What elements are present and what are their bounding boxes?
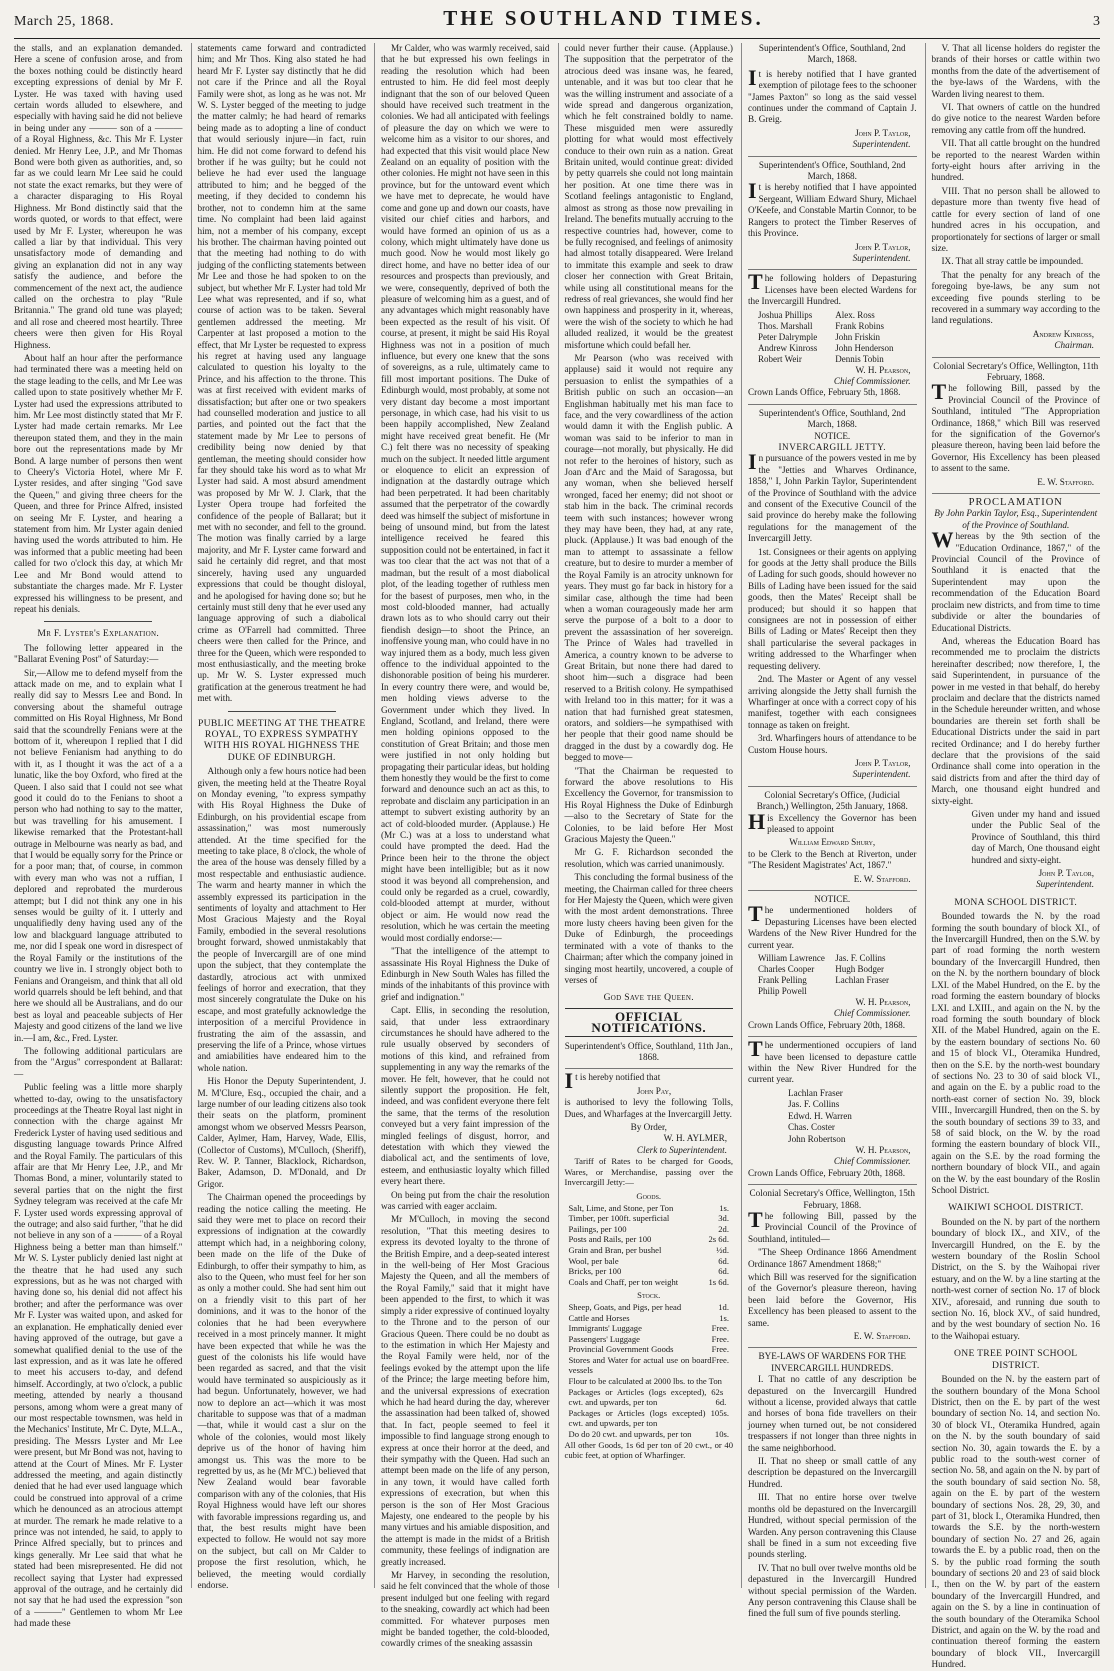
tariff-row	[565, 1302, 734, 1313]
signature-title: Superintendent.	[852, 139, 911, 150]
paragraph: VI. That owners of cattle on the hundred do give notice to the nearest Warden before removing any cattle from off the hundred.	[931, 102, 1100, 135]
paragraph: I. That no cattle of any description be depastured on the Invercargill Hundred without a license, provided always that cattle and horses of bona fide travellers on their journey when turned out, be not considered trespassers if not longer than three nights in the same neighborhood.	[748, 1374, 917, 1453]
proclamation-byline: By John Parkin Taylor, Esq., Superintendent of the Province of Southland.	[934, 508, 1098, 530]
signature-title: Chairman.	[1054, 340, 1094, 351]
tariff-item: Bricks, per 100	[568, 1266, 622, 1277]
bye-laws-notice	[748, 1347, 917, 1619]
signature-title: Superintendent.	[852, 252, 911, 263]
column-3	[374, 43, 550, 1649]
column-4	[558, 43, 734, 1588]
wardens-list	[748, 310, 917, 365]
paragraph: All other Goods, 1s 6d per ton of 20 cwt., or 40 cubic feet, at option of Wharfinger.	[564, 1439, 733, 1461]
occupier-name: Jas. F. Collins	[788, 1099, 840, 1110]
column-2	[191, 43, 367, 1591]
warden-name: Alex. Ross	[835, 309, 875, 320]
wardens-list	[748, 953, 917, 997]
notice-heading: Superintendent's Office, Southland, 2nd March, 1868.	[758, 159, 906, 182]
occupiers-list	[748, 1088, 917, 1145]
paragraph: Mr Calder, who was warmly received, said that he but expressed his own feelings in reading the resolution which had been entrusted to him. He did feel most deeply indignant that the son of our beloved Queen should have received such treatment in the colonies. We had all anticipated with feelings of pleasure the day on which we were to welcome him as a visitor to our shores, and had expected that this visit would place New Zealand on an equality of position with the other colonies. He might not have seen in this province, but for the untoward event which we have met to deprecate, he would have come and gone up and down our coasts, have visited our chief cities and harbors, and would have formed an opinion of us as a colony, which might ultimately have done us much good. Now he would most likely go direct home, and have no better idea of our resources and prospects than previously, and we were, consequently, deprived of both the pleasure of welcoming him as a guest, and of any advantages which might reasonably have been expected as the result of his visit. Of course, at present, it might be said His Royal Highness was not in a position of much influence, but every one knew that the sons of sovereigns, as a rule, ultimately came to fill most important positions. The Duke of Edinburgh would, most probably, at some not very distant day become a most important personage, in which case, had his visit to us been happily accomplished, New Zealand might have received great benefit. He (Mr C.) felt there was no necessity of speaking much on the subject. It needed little argument or eloquence to elicit an expression of indignation at the dastardly outrage which had been perpetrated. It had been charitably assumed that the perpetrator of the cowardly deed was himself the subject of misfortune in being of unsound mind, but from the latest intelligence received he feared this supposition could not be entertained, in fact it was too clear that the act was not that of a madman, but the result of a most diabolical plot, of the leading together of ruthless men for the basest of purposes, men who, in the most cold-blooded manner, had actually drawn lots as to who should carry out their fiendish design—to shoot the Prince, an inoffensive young man, who could have in no way injured them as a body, much less given offence to the individual appointed to the dishonorable position of being his murderer. In every country there were, and would be, men holding views adverse to the Government under which they lived. In England, Scotland, and Ireland, there were men holding opinions opposed to the constitution of Great Britain; and those men were justified in not only holding but propagating their particular ideas, but holding them honestly they would be the first to come forward and denounce such an act as this, to reprobate and disclaim any participation in an attempt to subvert existing authority by an act of cold-blooded murder. (Applause.) He (Mr C.) was at a loss to understand what could have prompted the deed. Had the Prince been heir to the throne the object might have been intelligible; but as it now stood it was beyond all comprehension, and could only be regarded as a cruel, cowardly, cold-blooded attempt at murder, without object or aim. He would now read the resolution, which he was certain the meeting would most cordially endorse:—	[381, 43, 550, 943]
paragraph: His Honor the Deputy Superintendent, J. M. M'Clure, Esq., occupied the chair, and a large number of our leading citizens also took their seats on the platform, prominent amongst whom we observed Messrs Pearson, Calder, Aylmer, Ham, Harvey, Wade, Ellis, (Collector of Customs), M'Culloch, (Sheriff), Rev. W. P. Tanner, Blacklock, Richardson, Baker, Adamson, D. M'Donald, and Dr Grigor.	[197, 1076, 366, 1189]
warden-name: Andrew Kinross	[758, 342, 818, 353]
person-name: William Edward Shury,	[789, 837, 876, 848]
divider	[44, 621, 152, 622]
sheep-ordinance-notice	[748, 1184, 917, 1342]
paragraph: which Bill was reserved for the signification of the Governor's pleasure thereon, having been laid before the Governor, His Excellency has been pleased to assent to the same.	[748, 1271, 917, 1328]
paragraph: Mr M'Culloch, in moving the second resolution, "That this meeting desires to express its devoted loyalty to the throne of the British Empire, and a deep-seated interest in the well-being of Her Most Gracious Majesty the Queen, and all the members of the Royal Family," said that it might have been appended to the first, to which it was simply a rider expressive of continued loyalty to the Throne and to the person of our Gracious Queen. There could be no doubt as to the estimation in which Her Majesty and the Royal Family were held, nor of the feelings evoked by the attempt upon the life of the Prince; the large meeting before him, and the universal expressions of execration which he had heard during the day, wherever the assassination had been talked of, showed that. In fact, people seemed to feel it impossible to find language strong enough to express at once their horror at the deed, and their sympathy with the Queen. Had such an attempt been made on the life of any person, in any town, it would have called forth expressions of execration, but when this person is the son of Her Most Gracious Majesty, one endeared to the people by his many virtues and his amiable disposition, and the attempt is made in the midst of a British community, these feelings of indignation are greatly increased.	[381, 1214, 550, 1567]
tariff-rate: 1d.	[718, 1301, 729, 1312]
paragraph: Bounded on the N. by the eastern part of the southern boundary of the Mona School District, then on the E. by part of the west boundary of section No. 14, and section No. 30 of block VI., Oteramika Hundred, again on the N. by the south boundary of said section No. 30, again towards the E. by a public road to the south-west corner of section No. 58, and again on the N. by part of the south boundary of said section No. 58, again on the E. by part of the western boundary of sections Nos. 28, 29, 30, and part of 31, block I., Oteramika Hundred, then towards the S.E. by the north-western boundary of section No. 27 and 26, again towards the E. by a public road, then on the S. by the public road forming the south boundary of sections 20 and 23 of said block I., then on the W. by part of the eastern boundary of the Invercargill Hundred, and again on the S. by a line in continuation of the south boundary of the Oteramika School District, and again on the W. by the road and continuation thereof forming the eastern boundary of block VII., Invercargill Hundred.	[931, 1374, 1100, 1670]
signature-title: Superintendent.	[852, 769, 911, 780]
tariff-section-heading: Goods.	[636, 1190, 662, 1201]
paragraph: The following Bill, passed by the Provincial Council of the Province of Southland, intituled "The Appropriation Ordinance, 1868," which Bill was reserved for the signification of the Governor's pleasure thereon, having been laid before the Governor, His Excellency has been pleased to assent to the same.	[931, 379, 1100, 474]
paragraph: On being put from the chair the resolution was carried with eager acclaim.	[381, 1189, 550, 1212]
tariff-rate: 5s.	[719, 1407, 729, 1418]
warden-name: Robert Weir	[758, 353, 802, 364]
tariff-rate: 3d.	[718, 1213, 729, 1224]
tariff-row	[565, 1245, 734, 1256]
signature-title: Superintendent.	[1036, 879, 1094, 890]
paragraph: It is hereby notified that I have granted exemption of pilotage fees to the schooner "James Paxton" so long as the said vessel continues under the command of Captain J. B. Greig.	[748, 64, 917, 125]
tariff-row	[565, 1408, 734, 1429]
paragraph: III. That no entire horse over twelve months old be depastured on the Invercargill Hundred, without special permission of the Warden. Any person contravening this Clause shall be fined in a sum not exceeding five pounds sterling.	[748, 1492, 917, 1560]
tariff-row	[565, 1203, 734, 1214]
tariff-rate: 1s.	[719, 1202, 729, 1213]
tariff-item: Coals and Chaff, per ton weight	[568, 1276, 679, 1287]
warden-name: Joshua Phillips	[758, 309, 813, 320]
warden-name: Peter Dalrymple	[758, 331, 818, 342]
warden-name: Frank Pelling	[758, 975, 807, 986]
district-heading: WAIKIWI SCHOOL DISTRICT.	[948, 1202, 1084, 1214]
paragraph: Mr Harvey, in seconding the resolution, said he felt convinced that the whole of those present indulged but one feeling with regard to the sneaking, cowardly act which had been committed. For whatever purposes men might be banded together, the cold-blooded, cowardly crimes of the sneaking assassin	[381, 1570, 550, 1649]
tariff-rate: 6d.	[718, 1266, 729, 1277]
appropriation-notice	[932, 357, 1101, 488]
tariff-row	[565, 1355, 734, 1376]
warden-name: Hugh Bodger	[835, 964, 884, 975]
tariff-rate: 2s 6d.	[708, 1234, 729, 1245]
rangers-notice	[748, 156, 917, 265]
person-name: John Pay,	[636, 1085, 672, 1096]
warden-name: Thos. Marshall	[758, 320, 813, 331]
tariff-row	[565, 1266, 734, 1277]
signature-title: Clerk to Superintendent.	[636, 1144, 727, 1155]
signature-title: Chief Commissioner.	[833, 1008, 911, 1019]
page-number: 3	[1092, 14, 1100, 29]
columns	[14, 43, 1100, 1670]
tariff-item: Grain and Bran, per bushel	[568, 1244, 662, 1255]
pilotage-notice	[748, 66, 917, 151]
paragraph: The following additional particulars are from the "Argus" correspondent at Ballarat:—	[14, 1045, 183, 1079]
tariff-item: Salt, Lime, and Stone, per Ton	[568, 1202, 674, 1213]
notice-heading: Superintendent's Office, Southland, 2nd March, 1868.	[758, 407, 906, 430]
proclamation-title: PROCLAMATION	[968, 497, 1063, 509]
proclamation	[932, 493, 1101, 1671]
by-order: By Order,	[630, 1121, 667, 1132]
paragraph: Sir,—Allow me to defend myself from the attack made on me, and to explain what I really did say to Messrs Lee and Bond. In conversing about the shameful outrage committed on His Royal Highness, Mr Bond said that the scoundrelly Fenians were at the bottom of it, whereupon I replied that I did not believe Fenianism had anything to do with it, as I thought it was the act of a a lunatic, like the boy Oxford, who fired at the Queen. I also said that I could not see what good it could do to the Fenians to shoot a person who had nothing to say to the matter, but was travelling for his amusement. I likewise remarked that the Protestant-hall outrage in Melbourne was nearly as bad, and that I would be equally sorry for the Prince or for a poor man; that, of course, in common with every man who was not a ruffian, I deplored and reprobated the murderous attempt; but I did not think any one in his senses would be guilty of it. I utterly and unqualifiedly deny having used any of the low and blackguard language attributed to me, nor did I speak one word in disrespect of the Royal Family or the institutions of the country we live in. I strongly object both to Fenians and Orangeism, and think that all old world quarrels should be left behind, and that here we should all be Australians, and do our best as loyal and peaceable subjects of Her Majesty and good citizens of the land we live in.—I am, &c., Fred. Lyster.	[14, 667, 183, 1043]
warden-name: Frank Robins	[835, 320, 885, 331]
signature: E. W. Stafford.	[853, 1331, 911, 1341]
paragraph: Although only a few hours notice had been given, the meeting held at the Theatre Royal on Monday evening, "to express sympathy with His Royal Highness the Duke of Edinburgh, on his providential escape from assassination," was most numerously attended. At the time specified for the meeting to take place, 8 o'clock, the whole of the area of the house was densely filled by a most respectable and enthusiastic audience. The warm and hearty manner in which the assembly expressed its participation in the sentiments of loyalty and attachment to Her Most Gracious Majesty and the Royal Family, embodied in the several resolutions brought forward, showed unmistakably that the people of Invercargill are of one mind upon the subject, that they contemplate the dastardly, atrocious act with unmixed feelings of horror and execration, that they most sincerely congratulate the Duke on his escape, and most gratefully acknowledge the interposition of a merciful Providence in frustrating the aim of the assassin, and preserving the life of a Prince, whose virtues and amiabilities have endeared him to the whole nation.	[197, 766, 366, 1073]
tariff-item: Immigrants' Luggage	[568, 1323, 642, 1334]
paragraph: "That the Chairman be requested to forward the above resolutions to His Excellency the Governor, for transmission to His Royal Highness the Duke of Edinburgh—also to the Secretary of State for the Colonies, to be laid before Her Most Gracious Majesty the Queen."	[564, 765, 733, 845]
paragraph: Public feeling was a little more sharply whetted to-day, owing to the unsatisfactory proceedings at the Theatre Royal last night in connection with the charge against Mr Frederick Lyster of having used seditious and disgusting language towards Prince Alfred and the Royal Family. The particulars of this affair are that Mr Henry Lee, J.P., and Mr Thomas Bond, a miner, voluntarily stated to several parties that on the night the first Sydney telegram was received at the cafe Mr F. Lyster used words expressing approval of the outrage; and also said further, "that he did not believe in any son of a ——— of a Royal Highness being a better man than himself." Mr W. S. Lyster publicly denied last night at the theatre that he had used any such expressions, but as he was not charged with having done so, his denial did not affect his brother; and after the performance was over Mr F. Lyster was waited upon, and asked for an explanation. He emphatically denied ever having approved of the outrage, but gave a somewhat qualified denial to the use of the last expression, and as it was late he offered to meet his accusers to-day, and defend himself. Accordingly, at two o'clock, a public meeting, attended by nearly a thousand persons, among whom were a great many of our most respectable townsmen, was held in the Mechanics' Institute, Mr C. Dyte, M.L.A., presiding. The Messrs Lyster and Mr Lee were present, but Mr Bond was not, having to attend at the Court of Mines. Mr F. Lyster addressed the meeting, and again distinctly denied that he had ever used language which could be construed into approval of a crime which he denounced as an atrocious attempt at murder. The remark he made relative to a prince was not intended, he said, to apply to Prince Alfred specially, but to princes and kings generally. Mr Lee said that what he stated had been misrepresented. He did not recollect saying that Lyster had expressed approval of the outrage, and he certainly did not say that he had used the expression "son of a ———" Gentlemen to whom Mr Lee had made these	[14, 1082, 183, 1629]
paragraph: The undermentioned holders of Depasturing Licenses have been elected Wardens of the New River Hundred for the current year.	[748, 901, 917, 950]
tariff-rate: 6d.	[718, 1255, 729, 1266]
paragraph: the stalls, and an explanation demanded. Here a scene of confusion arose, and from the boxes nothing could be distinctly heard excepting expressions of denial by Mr F. Lyster. He was taxed with having used certain words alluded to elsewhere, and especially with having said he did not believe in being under any ——— son of a ——— of a Royal Highness, &c. This Mr F. Lyster denied. Mr Henry Lee, J.P., and Mr Thomas Bond were both given as authorities, and, so far as we could learn Mr Lee said he could not state the exact remarks, but they were of a character disparaging to His Royal Highness. Mr Bond distinctly said that the words quoted, or words to that effect, were used by Mr F. Lyster, whereupon he was called a liar by that individual. This very unsatisfactory mode of demanding and giving an explanation did not in any way satisfy the audience, and before the commencement of the next act, the audience called on the orchestra to play "Rule Britannia." The grand old tune was played; and all rose and cheered most heartily. Three cheers were then given for His Royal Highness.	[14, 43, 183, 350]
paragraph: "The Sheep Ordinance 1866 Amendment Ordinance 1867 Amendment 1868;"	[748, 1247, 917, 1269]
newspaper-title: THE SOUTHLAND TIMES.	[443, 6, 764, 30]
tariff-row	[565, 1213, 734, 1224]
paragraph: to be Clerk to the Bench at Riverton, under "The Resident Magistrates' Act, 1867."	[748, 848, 917, 871]
paragraph: And, whereas the Education Board has recommended me to proclaim the districts hereinafter described; now therefore, I, the said Superintendent, in pursuance of the power in me vested in that behalf, do hereby proclaim and declare that the districts named in the Schedule hereunder written, and whose boundaries are therein set forth shall be Educational Districts under the said in part recited Ordinance; and I do hereby further declare that the provisions of the said Ordinance shall come into operation in the said districts from and after the third day of March, one thousand eight hundred and sixty-eight.	[931, 635, 1100, 806]
tariff-row	[565, 1387, 734, 1408]
section-heading: Mr F. Lyster's Explanation.	[37, 628, 160, 640]
occupier-name: Edwd. H. Warren	[788, 1110, 852, 1121]
signature: E. W. Stafford.	[853, 873, 911, 884]
tariff-rate: Free.	[711, 1333, 729, 1344]
tariff-item: Do do 20 cwt. and upwards, per ton	[568, 1429, 692, 1440]
tariff-item: Sheep, Goats, and Pigs, per head	[568, 1301, 682, 1312]
tariff-item: Pailings, per 100	[568, 1223, 627, 1234]
tariff-row	[565, 1224, 734, 1235]
tariff-item: Posts and Rails, per 100	[568, 1234, 652, 1245]
warden-name: John Friskin	[835, 331, 881, 342]
paragraph: Bounded towards the N. by the road forming the south boundary of block XI., of the Invercargill Hundred, then on the S.W. by part of road forming the north western boundary of the Invercargill Hundred, then on the N. by the northern boundary of block LXI. of the Mabel Hundred, on the E. by the road forming the eastern boundary of blocks LXI. and LXIII., and again on the N. by the road forming the south boundary of block XII. of the Mabel Hundred, again on the E. by the eastern boundary of sections No. 60 and 15 of block VI., Oteramika Hundred, then on the S.E. by the north-west boundary of sections No. 23 to 30 of said block VI., and again on the E. by a public road to the north-east corner of section No. 39, block VIII., Invercargill Hundred, then on the S. by the south boundary of sections 39 to 33, and 58 of said block, on the W. by the road forming the eastern boundary of block VII., again on the S.E. by the road forming the northern boundary of block VII., and again on the W. by the east boundary of the Roslin School District.	[931, 911, 1100, 1195]
tariff-rate: 2s 6d.	[715, 1386, 727, 1408]
tariff-rate: Free.	[711, 1323, 729, 1334]
official-notifications-banner: OFFICIAL NOTIFICATIONS.	[565, 1008, 734, 1037]
paragraph: Crown Lands Office, February 20th, 1868.	[748, 1019, 906, 1030]
licensed-occupiers-notice	[748, 1036, 917, 1179]
tariff-row	[565, 1256, 734, 1267]
paragraph: statements came forward and contradicted him; and Mr Thos. King also stated he had heard Mr F. Lyster say distinctly that he did not care if the Prince and all the Royal Family were shot, as long as he was not. Mr W. S. Lyster begged of the meeting to judge the matter calmly; he had heard of remarks being made as to adopting a line of conduct that would seriously injure—in fact, ruin him. He did not come forward to defend his brother if he was guilty; but he could not believe he had ever used the language attributed to him; and he begged of the meeting, if they decided to condemn his brother, not to condemn him at the same time. No complaint had been laid against him, not a member of his company, except his brother. The chairman having pointed out that the meeting had nothing to do with judging of the conflicting statements between Mr Lee and those he had spoken to on the subject, but whether Mr F. Lyster had told Mr Lee what was represented, and if so, what course of action was to be taken. Several gentlemen addressed the meeting. Mr Carpenter at last proposed a motion to the effect, that Mr Lyster be requested to express his regret at having used any language calculated to question his loyalty to the Prince, and his affection to the throne. This was at first received with evident marks of dissatisfaction; but after one or two speakers had counselled moderation and justice to all parties, and pointed out the fact that the statement made by Mr Lee to persons of credibility being now denied by that gentleman, the meeting should consider how far they should take his word as to what Mr Lyster had said. A most absurd amendment was proposed by Mr W. J. Clark, that the Lyster Opera troupe had forfeited the confidence of the people of Ballarat; but it met with no seconder, and fell to the ground. The motion was finally carried by a large majority, and Mr F. Lyster came forward and said he certainly did regret, and that most sincerely, having used any unguarded expressions that could be thought disloyal, and he apologised for having done so; but he certainly must still deny that he ever used any language approving of such a diabolical crime as O'Farrell had committed. Three cheers were then called for the Prince, and three for the Queen, which were responded to most enthusiastically, and the meeting broke up. Mr W. S. Lyster expressed much gratification at the generous treatment he had met with.	[197, 43, 366, 704]
tariff-item: Cattle and Horses	[568, 1312, 630, 1323]
notice-heading: Colonial Secretary's Office, Wellington, 11th February, 1868.	[933, 360, 1099, 382]
tariff-item: Packages or Articles (logs excepted), 6 cwt. and upwards, per ton	[568, 1386, 716, 1408]
closing-line: God Save the Queen.	[603, 992, 694, 1004]
notice-label: NOTICE.	[814, 430, 851, 441]
tariff-item: Timber, per 100ft. superficial	[568, 1213, 670, 1224]
paragraph: In pursuance of the powers vested in me by the "Jetties and Wharves Ordinance, 1858," I, John Parkin Taylor, Superintendent of the Province of Southland with the advice and consent of the Executive Council of the said province do hereby make the following regulations for the management of the Invercargill Jetty.	[748, 449, 917, 544]
paragraph: II. That no sheep or small cattle of any description be depastured on the Invercargill Hundred.	[748, 1456, 917, 1489]
paragraph: Whereas by the 9th section of the "Education Ordinance, 1867," of the Provincial Council of the Province of Southland it is enacted that the Superintendent may upon the recommendation of the Education Board proclaim new districts, and from time to time subdivide or alter the boundaries of Educational Districts.	[931, 527, 1100, 633]
warden-name: Charles Cooper	[758, 964, 815, 975]
tariff-rate: 1s.	[719, 1312, 729, 1323]
tariff-item: Wool, per bale	[568, 1255, 619, 1266]
warden-name: Lachlan Fraser	[835, 975, 889, 986]
warden-name: Jas. F. Collins	[835, 953, 886, 964]
tariff-row	[565, 1344, 734, 1355]
paragraph: Crown Lands Office, February 5th, 1868.	[748, 387, 901, 398]
paragraph: About half an hour after the performance had terminated there was a meeting held on the stage leading to the cells, and Mr Lee was called upon to state positively whether Mr F. Lyster had used the expressions attributed to him. Mr Lee most distinctly stated that Mr F. Lyster had made certain remarks. Mr Lee thereupon stated them, and they in the main bore out the representations made by Mr Bond. A large number of persons then went to Cheery's Victoria Hotel, where Mr F. Lyster resides, and after singing "God save the Queen," and giving three cheers for the Queen, and three for Prince Alfred, insisted on seeing Mr F. Lyster, and hearing a statement from him. Mr Lyster again denied having used the words attributed to him. He was informed that a public meeting had been called for two o'clock this day, at which Mr Lee and Mr Bond would attend to substantiate the charges made. Mr F. Lyster expressed his willingness to be present, and repeat his denials.	[14, 352, 183, 614]
tariff-item: Packages or Articles (logs excepted) 10 cwt. and upwards, per ton	[568, 1407, 720, 1429]
paragraph: It is hereby notified that	[564, 1068, 661, 1094]
paragraph: The undermentioned occupiers of land have been licensed to depasture cattle within the New River Hundred for the current year.	[748, 1036, 917, 1085]
signature: W. H. AYLMER,	[663, 1133, 727, 1144]
notice-heading: Colonial Secretary's Office, Wellington, 15th February, 1868.	[749, 1188, 915, 1210]
paragraph: This concluding the formal business of the meeting, the Chairman called for three cheers for Her Majesty the Queen, which were given with the most ardent demonstrations. Three more lusty cheers having been given for the Duke of Edinburgh, the proceedings terminated with a vote of thanks to the Chairman; after which the company joined in singing most heartily, uncovered, a couple of verses of	[564, 872, 733, 985]
notice-heading: Colonial Secretary's Office, (Judicial Branch,) Wellington, 25th January, 1868.	[756, 789, 908, 812]
tariff-item: Provincial Government Goods	[568, 1344, 674, 1355]
section-heading: PUBLIC MEETING AT THE THEATRE ROYAL, TO EXPRESS SYMPATHY WITH HIS ROYAL HIGHNESS THE DUKE OF EDINBURGH.	[197, 717, 366, 763]
tariff-row	[565, 1334, 734, 1345]
signature: John P. Taylor,	[855, 241, 911, 252]
paragraph: IV. That no bull over twelve months old be depastured in the Invercargill Hundred without special permission of the Warden. Any person contravening this Clause shall be fined the full sum of five pounds sterling.	[748, 1562, 917, 1619]
tariff-rate: ½d.	[716, 1244, 729, 1255]
clerk-appointment-notice	[748, 786, 917, 885]
tariff-rate: 2d.	[718, 1223, 729, 1234]
notice-heading: Superintendent's Office, Southland, 2nd March, 1868.	[758, 43, 906, 65]
wardens-notice	[748, 269, 917, 398]
paragraph: is authorised to levy the following Tolls, Dues, and Wharfages at the Invercargill Jetty.	[564, 1097, 733, 1119]
tariff-item: Flour to be calculated at 2000 lbs. to the Ton	[568, 1376, 722, 1387]
column-1	[14, 43, 183, 1629]
paragraph: Given under my hand and issued under the Public Seal of the Province of Southland, this third day of March, One thousand eight hundred and sixty-eight.	[971, 809, 1100, 865]
signature: W. H. Pearson,	[855, 364, 911, 375]
tariff-item: Passengers' Luggage	[568, 1333, 640, 1344]
signature: John P. Taylor,	[855, 127, 911, 138]
paragraph: IX. That all stray cattle be impounded.	[941, 256, 1084, 267]
tariff-row	[565, 1429, 734, 1440]
paragraph: That the penalty for any breach of the foregoing bye-laws, be any sum not exceeding five pounds sterling to be recovered in a summary way according to the land regulations.	[931, 269, 1100, 326]
paragraph: "That the intelligence of the attempt to assassinate His Royal Highness the Duke of Edinburgh in New South Wales has filled the minds of the inhabitants of this province with grief and indignation."	[381, 946, 550, 1002]
paragraph: Tariff of Rates to be charged for Goods, Wares, or Merchandise, passing over the Invercargill Jetty:—	[564, 1156, 733, 1188]
signature: John P. Taylor,	[855, 757, 911, 768]
paragraph: The following letter appeared in the "Ballarat Evening Post" of Saturday:—	[14, 642, 183, 665]
paragraph: Mr G. F. Richardson seconded the resolution, which was carried unanimously.	[564, 847, 733, 869]
tariff-rate: 1s 6d.	[708, 1276, 729, 1287]
notice-heading: Superintendent's Office, Southland, 11th Jan., 1868.	[564, 1040, 733, 1062]
jetty-tolls-notice	[565, 1068, 734, 1460]
warden-name: John Henderson	[835, 342, 894, 353]
signature: Andrew Kinross,	[1032, 328, 1094, 339]
paragraph: His Excellency the Governor has been pleased to appoint	[748, 808, 917, 834]
issue-date: March 25, 1868.	[14, 14, 115, 29]
paragraph: 3rd. Wharfingers hours of attendance to be Custom House hours.	[748, 733, 917, 755]
goods-rows	[565, 1203, 734, 1288]
signature-title: Chief Commissioner.	[833, 1156, 911, 1167]
jetty-regulations-notice	[748, 404, 917, 781]
paragraph: Mr Pearson (who was received with applause) said it would not require any persuasion to enlist the sympathies of a British public on such an occasion—an Englishman habitually met his man face to face, and the very cowardliness of the action would damn it with the English public. A woman was said to be inferior to man in courage—not morally, but physically. He did not refer to the heroines of history, such as Joan d'Arc and the Maid of Saragossa, but any woman, when she believed herself wronged, faced her enemy; did not shoot or stab him in the back. The criminal records teem with such instances; however wrong they may have been, they had, at any rate, pluck. (Applause.) It was bad enough of the man to attempt to assassinate a fellow creature, but to desire to murder a member of the Royal Family is an atrocity unknown for years. They must go far back in history for a similar case, although the time had been when a woman courageously made her arm serve the purpose of a bolt to a door to prevent the assassination of her sovereign. The Prince of Wales had travelled in America, a country known to be adverse to Great Britain, but none there had dared to shoot him—such a disgrace had been reserved to a British colony. He sympathised with Ireland too in this matter; for it was a nation that had furnished great statesmen, orators, and soldiers—he sympathised with her people that their good name should be dragged in the dust by a cowardly dog. He begged to move—	[564, 352, 733, 763]
paragraph: It is hereby notified that I have appointed Sergeant, William Edward Shury, Michael O'Keefe, and Constable Martin Connor, to be Rangers to protect the Timber Reserves of this Province.	[748, 178, 917, 239]
paragraph: 1st. Consignees or their agents on applying for goods at the Jetty shall produce the Bills of Lading for such goods, should however no Bills of Lading have been issued for the said goods, then the Mates' Receipt shall be produced; but should it so happen that consignees are not in possession of either Bills of Lading or Mates' Receipt then they shall particularise the several packages in writing addressed to the Wharfinger when requesting delivery.	[748, 546, 917, 671]
masthead	[14, 6, 1100, 39]
tariff-row	[565, 1234, 734, 1245]
tariff-rate: Free.	[711, 1354, 729, 1365]
tariff-row	[565, 1323, 734, 1334]
paragraph: Crown Lands Office, February 20th, 1868.	[748, 1167, 906, 1178]
column-5	[741, 43, 917, 1619]
tariff-row	[565, 1277, 734, 1288]
warden-name: William Lawrence	[758, 953, 825, 964]
paragraph: 2nd. The Master or Agent of any vessel arriving alongside the Jetty shall furnish the Wharfinger at once with a correct copy of his manifest, together with each consignees tonnage as taken on freight.	[748, 674, 917, 730]
notice-title: INVERCARGILL JETTY.	[778, 441, 886, 452]
signature: E. W. Stafford.	[1037, 476, 1094, 487]
tariff-rate: 10s.	[714, 1429, 729, 1440]
tariff-section-heading: Stock.	[637, 1290, 661, 1301]
paragraph: The following Bill, passed by the Provincial Council of the Province of Southland, intituled—	[748, 1206, 917, 1244]
warden-name: Philip Powell	[758, 986, 807, 997]
paragraph: VII. That all cattle brought on the hundred be reported to the nearest Warden within forty-eight hours after arriving in the hundred.	[931, 138, 1100, 183]
paragraph: V. That all license holders do register the brands of their horses or cattle within two months from the date of the advertisement of the bye-laws of the Wardens, with the Warden living nearest to them.	[931, 43, 1100, 99]
stock-rows	[565, 1302, 734, 1440]
paragraph: The Chairman opened the proceedings by reading the notice calling the meeting. He said they were met to place on record their expressions of indignation at the cowardly attempt which had, in a neighboring colony, been made on the life of the Duke of Edinburgh, to offer their sympathy to him, as also to the Queen, who must feel for her son as only a mother could. She had sent him out on a friendly visit to this part of her dominions, and it was to the honor of the colonies that he had been everywhere received in a most princely manner. It might have been expected that while he was the guest of the colonists his life would have been regarded as sacred, and that the visit would have terminated so auspiciously as it had begun. Unfortunately, however, we had now to deplore an act—which it was most charitable to suppose was that of a madman—that, while it would cast a slur on the whole of the colonies, would most likely deprive us of the honor of having him amongst us. This was the more to be regretted by us, as he (Mr M'C.) believed that New Zealand would bear favorable comparison with any of the colonies, that His Royal Highness would have left our shores with favorable impressions regarding us, and that, the best results might have been expected to follow. He would not say more on the subject, but call on Mr Calder to propose the first resolution, which, he believed, the meeting would cordially endorse.	[197, 1192, 366, 1591]
paragraph: Bounded on the N. by part of the northern boundary of block IX., and XIV., of the Invercargill Hundred, on the E. by the western boundary of the Roslin School District, on the S. by the Waihopai river estuary, and on the W. by a line starting at the north-west corner of section No. 17 of block XIV., aforesaid, and running due south to section No. 16, block XV., of said hundred, and by the west boundary of section No. 16 to the Waihopai estuary.	[931, 1216, 1100, 1341]
paragraph: VIII. That no person shall be allowed to depasture more than twenty five head of cattle for every section of land of one hundred acres in his occupation, and proportionately for sections of larger or small size.	[931, 185, 1100, 253]
signature: W. H. Pearson,	[855, 1144, 911, 1155]
tariff-table	[565, 1156, 734, 1461]
divider	[228, 711, 336, 712]
tariff-row	[565, 1376, 734, 1387]
warden-name	[835, 986, 912, 997]
occupier-name: Chas. Coster	[788, 1122, 835, 1133]
signature: John P. Taylor,	[1038, 868, 1094, 879]
tariff-row	[565, 1313, 734, 1324]
district-heading: ONE TREE POINT SCHOOL DISTRICT.	[954, 1348, 1078, 1371]
new-river-wardens-notice	[748, 890, 917, 1031]
paragraph: The following holders of Depasturing Licenses have been elected Wardens for the Invercargill Hundred.	[748, 269, 917, 307]
paragraph: could never further their cause. (Applause.) The supposition that the perpetrator of the atrocious deed was insane was, he feared, untenable, and it was but too clear that he was the willing instrument and associate of a wide spread and dangerous organization, which he felt constrained boldly to name. These misguided men were assuredly plotting for what would most effectively conduce to their own ruin as a nation. Great Britain united, would continue great: divided by petty quarrels she could not long maintain her position. At one time there was in Scotland feelings antagonistic to England, almost as strong as those now prevailing in Ireland. The benefits mutually accruing to the respective countries had, however, come to be fully recognised, and feelings of animosity had almost totally disappeared. Were Ireland to immitate this example and seek to draw closer her connection with Great Britain, while using all constitutional means for the redress of real grievances, she would find her own happiness and prosperity in it, whereas, were the wish of the society to which he had alluded realized, it would be the greatest misfortune which could befall her.	[564, 43, 733, 350]
column-6	[925, 43, 1101, 1670]
tariff-rate: Free.	[711, 1344, 729, 1355]
tariff-item: Stores and Water for actual use on board vessels	[568, 1354, 712, 1376]
signature: W. H. Pearson,	[855, 997, 911, 1008]
signature-title: Chief Commissioner.	[833, 375, 911, 386]
paragraph: Capt. Ellis, in seconding the resolution, said, that under less extraordinary circumstances he should have adhered to the rule usually observed by seconders of motions of this kind, and refrained from supplementing in any way the remarks of the mover. He felt, however, that he could not silently support the proposition. He felt, indeed, and was confident everyone there felt the same, that the terms of the resolution conveyed but a very faint impression of the mingled feelings of disgust, horror, and detestation with which they viewed the diabolical act, and the sentiments of love, esteem, and enthusiastic loyalty which filled every heart there.	[381, 1005, 550, 1187]
occupier-name: John Robertson	[788, 1133, 846, 1144]
notice-label: NOTICE.	[814, 894, 851, 904]
district-heading: MONA SCHOOL DISTRICT.	[954, 896, 1078, 908]
notice-title: BYE-LAWS OF WARDENS FOR THE INVERCARGILL HUNDREDS.	[758, 1351, 906, 1373]
warden-name: Dennis Tobin	[835, 353, 884, 364]
occupier-name: Lachlan Fraser	[788, 1087, 843, 1098]
